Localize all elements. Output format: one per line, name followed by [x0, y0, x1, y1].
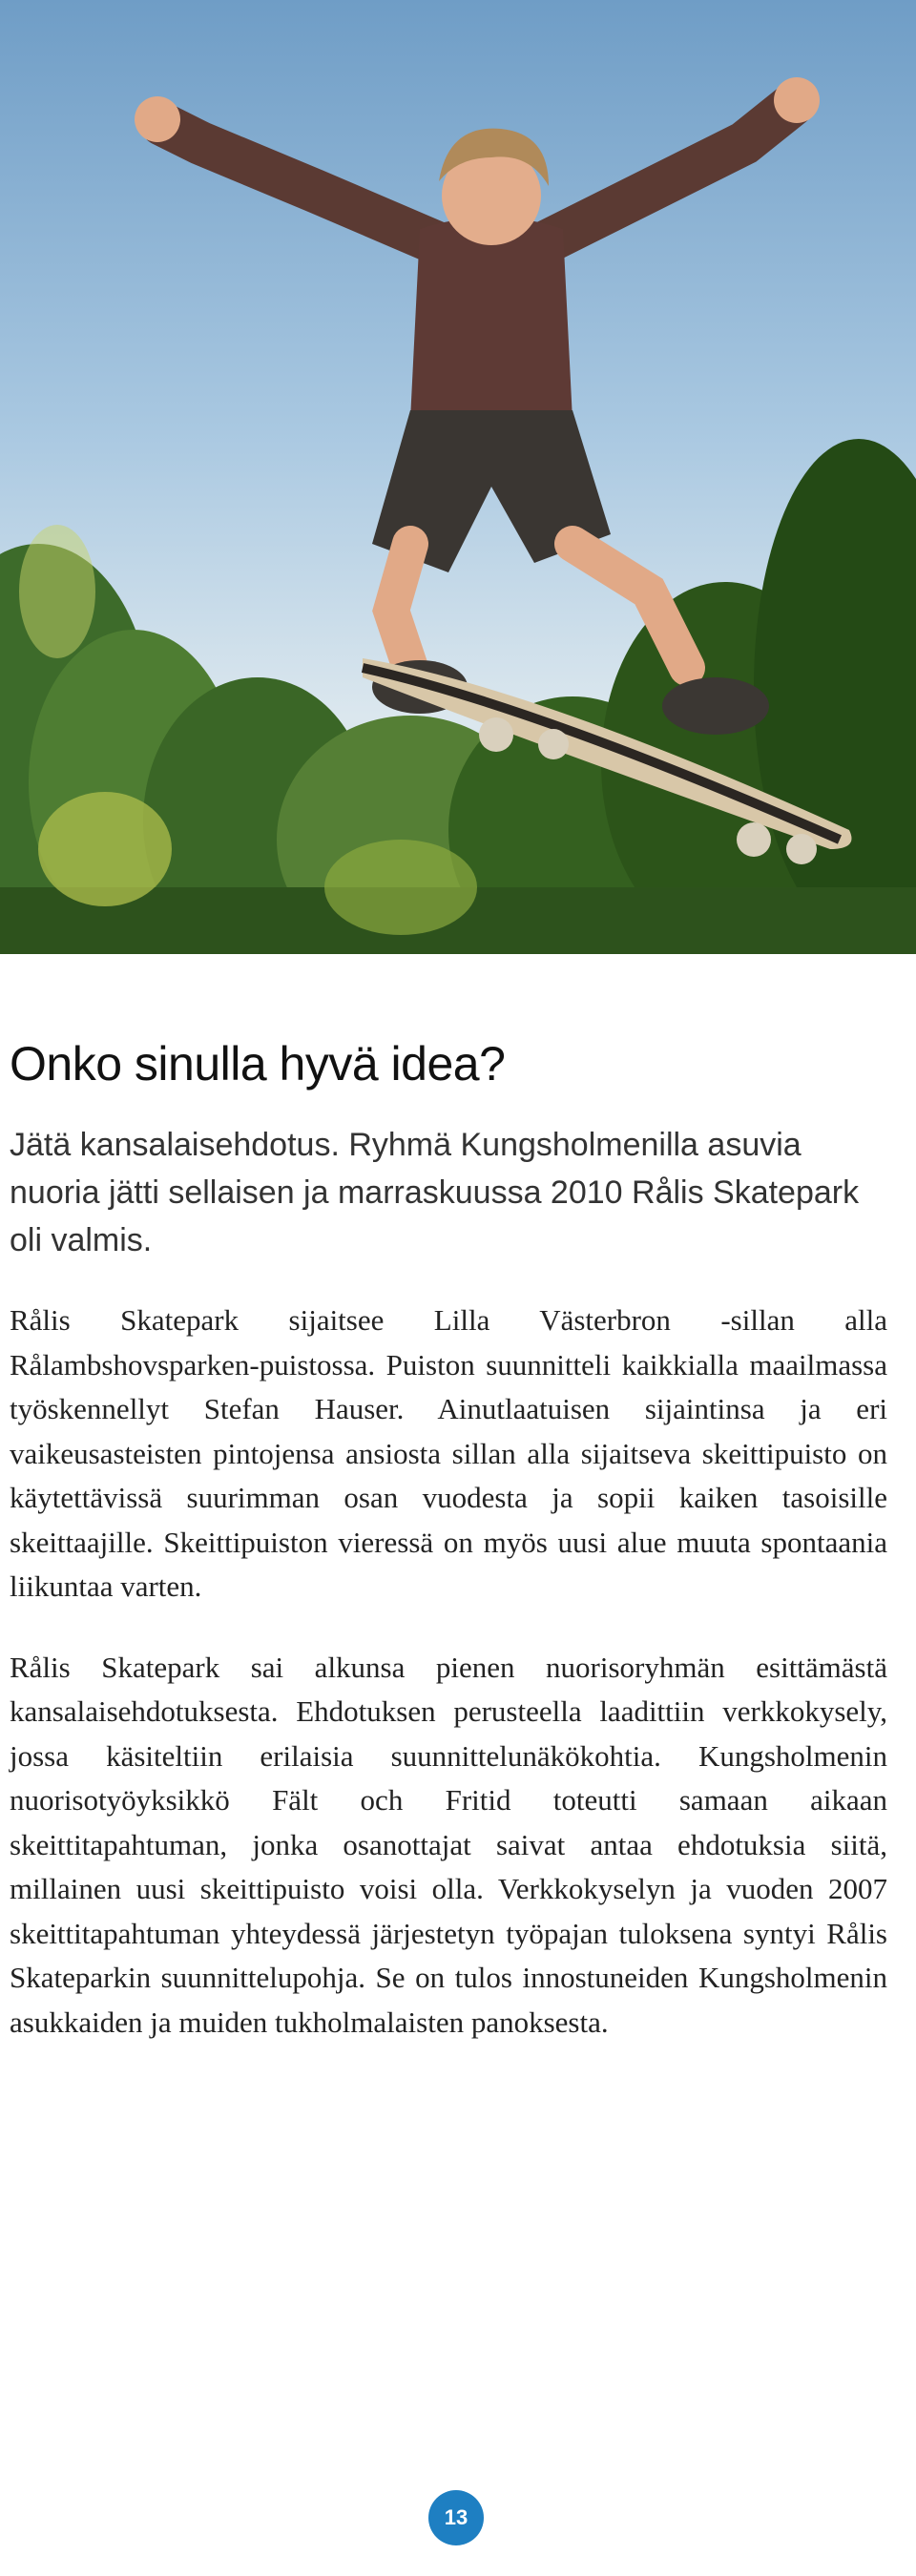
article-paragraph: Rålis Skatepark sijaitsee Lilla Västerbron -sillan alla Rålambshovsparken-puistossa. Puiston suunnitteli kaikkialla maailmassa työskennellyt Stefan Hauser. Ainutlaatuisen sijaintinsa ja eri vaikeusasteisten pintojensa ansiosta sillan alla sijaitseva skeittipuisto on käytettävissä suurimman osan vuodesta ja sopii kaiken tasoisille skeittaajille. Skeittipuiston vieressä on myös uusi alue muuta spontaania liikuntaa varten.: [10, 1303, 887, 1603]
skateboarder-illustration: [0, 0, 916, 954]
article-heading: Onko sinulla hyvä idea?: [10, 1037, 506, 1091]
page-number-badge: 13: [428, 2490, 484, 2545]
article-paragraph: Rålis Skatepark sai alkunsa pienen nuorisoryhmän esittämästä kansalaisehdotuksesta. Ehdotuksen perusteella laadittiin verkkokysely, jossa käsiteltiin erilaisia suunnittelunäkökohtia. Kungsholmenin nuorisotyöyksikkö Fält och Fritid toteutti samaan aikaan skeittitapahtuman, jonka osanottajat saivat antaa ehdotuksia siitä, millainen uusi skeittipuisto voisi olla. Verkkokyselyn ja vuoden 2007 skeittitapahtuman yhteydessä järjestetyn työpajan tuloksena syntyi Rålis Skateparkin suunnittelupohja. Se on tulos innostuneiden Kungsholmenin asukkaiden ja muiden tukholmalaisten panoksesta.: [10, 1650, 887, 2039]
article: [10, 1035, 887, 2045]
article-lead: Jätä kansalaisehdotus. Ryhmä Kungsholmenilla asuvia nuoria jätti sellaisen ja marraskuussa 2010 Rålis Skatepark oli valmis.: [10, 1127, 860, 1258]
hero-photo: [0, 0, 916, 954]
